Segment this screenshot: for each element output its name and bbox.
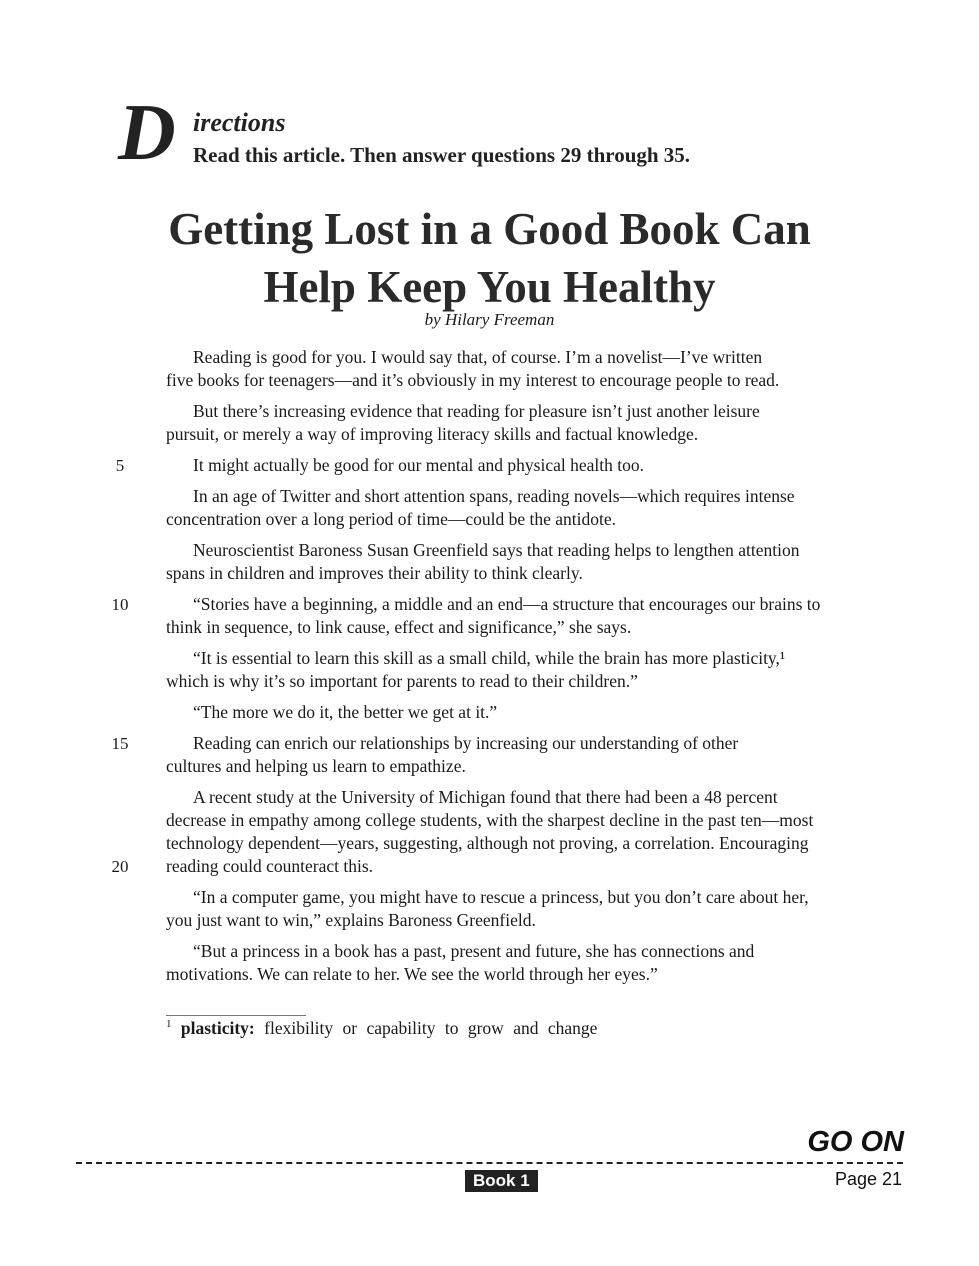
paragraph-8: “The more we do it, the better we get at it.” bbox=[193, 702, 498, 722]
paragraph-9: Reading can enrich our relationships by increasing our understanding of other cultures and helping us learn to empathize. bbox=[166, 733, 739, 776]
paragraph-12: “But a princess in a book has a past, present and future, she has connections and motivations. We can relate to her. We see the world through her eyes.” bbox=[166, 941, 755, 984]
article-title-line-2: Help Keep You Healthy bbox=[263, 262, 716, 312]
paragraph-6: “Stories have a beginning, a middle and an end—a structure that encourages our brains to think in sequence, to link cause, effect and significance,” she says. bbox=[166, 594, 821, 637]
paragraph-5: Neuroscientist Baroness Susan Greenfield says that reading helps to lengthen attention spans in children and improves their ability to think clearly. bbox=[166, 540, 800, 583]
paragraph-3: It might actually be good for our mental and physical health too. bbox=[193, 455, 644, 475]
footnote-term: plasticity: bbox=[180, 1018, 255, 1038]
page-number: Page 21 bbox=[834, 1169, 902, 1189]
article-byline: by Hilary Freeman bbox=[424, 310, 555, 329]
line-number: 10 bbox=[111, 595, 129, 614]
directions-heading: irections bbox=[193, 108, 286, 137]
directions-text: Read this article. Then answer questions 29 through 35. bbox=[193, 143, 691, 167]
article-title-line-1: Getting Lost in a Good Book Can bbox=[168, 204, 811, 254]
paragraph-1: Reading is good for you. I would say that, of course. I’m a novelist—I’ve written five books for teenagers—and it’s obviously in my interest to encourage people to read. bbox=[166, 347, 780, 390]
footnote-divider bbox=[166, 1015, 306, 1016]
paragraph-10: A recent study at the University of Michigan found that there had been a 48 percent decrease in empathy among college students, with the sharpest decline in the past ten—most technology dependent—years, suggesting, although not proving, a correlation. Encouraging reading could counteract this. bbox=[166, 787, 814, 876]
footnote-definition: flexibility or capability to grow and change bbox=[264, 1018, 598, 1038]
directions-drop-cap: D bbox=[118, 89, 176, 177]
footer-dashed-divider bbox=[76, 1162, 903, 1164]
line-number: 5 bbox=[115, 456, 125, 475]
paragraph-2: But there’s increasing evidence that reading for pleasure isn’t just another leisure pursuit, or merely a way of improving literacy skills and factual knowledge. bbox=[166, 401, 760, 444]
paragraph-11: “In a computer game, you might have to rescue a princess, but you don’t care about her, you just want to win,” explains Baroness Greenfield. bbox=[166, 887, 809, 930]
footnote bbox=[166, 1018, 597, 1039]
line-number: 15 bbox=[111, 734, 129, 753]
paragraph-4: In an age of Twitter and short attention spans, reading novels—which requires intense concentration over a long period of time—could be the antidote. bbox=[166, 486, 795, 529]
article-title bbox=[0, 200, 979, 316]
line-number: 20 bbox=[111, 857, 129, 876]
book-label: Book 1 bbox=[465, 1170, 538, 1192]
footnote-marker: 1 bbox=[166, 1018, 172, 1030]
paragraph-7: “It is essential to learn this skill as a small child, while the brain has more plasticity,¹ which is why it’s so important for parents to read to their children.” bbox=[166, 648, 786, 691]
go-on-label: GO ON bbox=[807, 1126, 904, 1158]
